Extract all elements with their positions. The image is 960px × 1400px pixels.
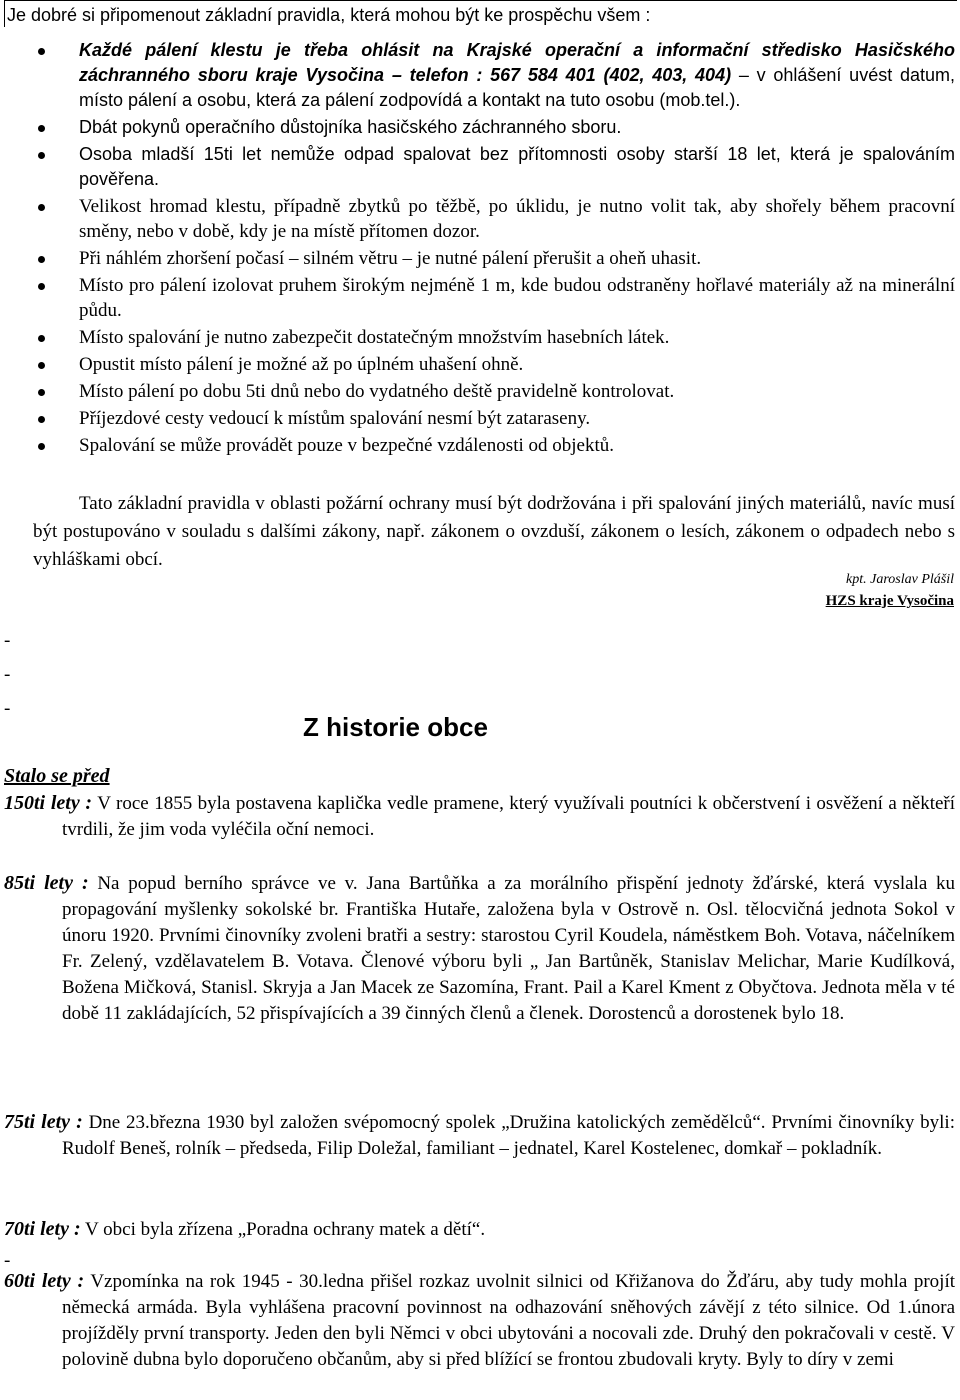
rule-text: Příjezdové cesty vedoucí k místům spalování nesmí být zataraseny.: [79, 408, 591, 429]
history-entry: [4, 1109, 955, 1162]
rule-text: Velikost hromad klestu, případně zbytků po těžbě, po úklidu, je nutno volit tak, aby shořely během pracovní směny, nebo v době, kdy je na místě přítomen dozor.: [79, 196, 955, 242]
bullet-icon: [38, 283, 45, 290]
entry-label: 150ti lety :: [4, 792, 93, 814]
bullet-icon: [38, 204, 45, 211]
signature-org: HZS kraje Vysočina: [825, 593, 954, 609]
entry-text: Dne 23.března 1930 byl založen svépomocný spolek „Družina katolických zemědělců“. Prvními činovníky byli: Rudolf Beneš, rolník – předseda, Filip Doležal, familiant – jednatel, Karel Kostelenec, domkař – pokladník.: [62, 1112, 955, 1159]
bullet-icon: [38, 443, 45, 450]
entry-label: 70ti lety :: [4, 1218, 81, 1240]
bullet-icon: [38, 416, 45, 423]
rules-list: [0, 38, 955, 460]
rules-summary: Tato základní pravidla v oblasti požární ochrany musí být dodržována i při spalování jiných materiálů, navíc musí být postupováno v souladu s dalšími zákony, např. zákonem o ovzduší, zákonem o lesích, zákonem o odpadech nebo s vyhláškami obcí.: [33, 493, 955, 570]
rule-item: [0, 246, 955, 271]
bullet-icon: [38, 335, 45, 342]
rule-text: Spalování se může provádět pouze v bezpečné vzdálenosti od objektů.: [79, 435, 614, 456]
rule-item: [0, 273, 955, 323]
rule-text: Místo spalování je nutno zabezpečit dostatečným množstvím hasebních látek.: [79, 327, 670, 348]
dash-marker: -: [4, 630, 11, 651]
section-heading: Z historie obce: [303, 712, 488, 742]
bullet-icon: [38, 256, 45, 263]
dash-marker: -: [4, 698, 11, 719]
dash-marker: -: [4, 664, 11, 685]
rule-text: Při náhlém zhoršení počasí – silném větru – je nutné pálení přerušit a oheň uhasit.: [79, 248, 702, 269]
history-entry: [4, 790, 955, 843]
rule-bold-text: Každé pálení klestu je třeba ohlásit na Krajské operační a informační středisko Hasičského záchranného sboru kraje Vysočina – telefon : 567 584 401 (402, 403, 404): [79, 40, 955, 85]
rule-text: Místo pro pálení izolovat pruhem širokým nejméně 1 m, kde budou odstraněny hořlavé materiály až na minerální půdu.: [79, 275, 955, 321]
bullet-icon: [38, 48, 45, 55]
signature-name: kpt. Jaroslav Plášil: [846, 572, 954, 587]
dash-marker: -: [4, 1250, 11, 1271]
rule-item: [0, 325, 955, 350]
rule-item: [0, 115, 955, 140]
entry-text: V roce 1855 byla postavena kaplička vedle pramene, který využívali poutníci k občerstvení i osvěžení a někteří tvrdili, že jim voda vyléčila oční nemoci.: [62, 793, 956, 840]
rule-item: [0, 142, 955, 192]
entry-text: Na popud berního správce ve v. Jana Bartůňka a za morálního přispění jednoty žďárské, která vyslala ku propagování myšlenky sokolské br. Františka Hutaře, založena byla v Ostrově n. Osl. tělocvičná jednota Sokol v únoru 1920. Prvními činovníky zvoleni bratři a sestry: starostou Cyril Koudela, náměstkem Boh. Votava, náčelníkem Fr. Zelený, vzdělavatelem B. Votava. Členové výboru byli „ Jan Bartůněk, Stanislav Melichar, Marie Kudílková, Božena Mičková, Stanisl. Skryja a Jan Macek ze Sazomína, Frant. Pail a Karel Kment z Obyčtova. Jednota měla v té době 11 zakládajících, 52 přispívajících a 39 činných členů a členek. Dorostenců a dorostenek bylo 18.: [62, 873, 956, 1024]
bullet-icon: [38, 152, 45, 159]
rule-text: Místo pálení po dobu 5ti dnů nebo do vydatného deště pravidelně kontrolovat.: [79, 381, 675, 402]
rule-item: [0, 38, 955, 113]
bullet-icon: [38, 389, 45, 396]
rule-text: Osoba mladší 15ti let nemůže odpad spalovat bez přítomnosti osoby starší 18 let, která je spalováním pověřena.: [79, 144, 955, 189]
entry-text: Vzpomínka na rok 1945 - 30.ledna přišel rozkaz uvolnit silnici od Křižanova do Žďáru, aby tudy mohla projít německá armáda. Byla vyhlášena pracovní povinnost na odhazování sněhových závějí z této silnice. Od 1.února projížděly první transporty. Jeden den byli Němci v obci ubytováni a nocovali zde. Druhý den pokračovali v cestě. V polovině dubna bylo doporučeno občanům, aby si před blížící se frontou zbudovali kryty. Byly to díry v zemi: [62, 1271, 956, 1370]
rule-item: [0, 406, 955, 431]
entry-text: V obci byla zřízena „Poradna ochrany matek a dětí“.: [80, 1219, 486, 1240]
rule-text: Opustit místo pálení je možné až po úplném uhašení ohně.: [79, 354, 524, 375]
entry-label: 75ti lety :: [4, 1111, 83, 1133]
rule-item: [0, 433, 955, 458]
rule-text: Dbát pokynů operačního důstojníka hasičského záchranného sboru.: [79, 117, 622, 137]
bullet-icon: [38, 125, 45, 132]
entry-label: 85ti lety :: [4, 872, 89, 894]
history-entry: [4, 1268, 955, 1373]
section-subheading: Stalo se před: [4, 765, 110, 787]
entry-label: 60ti lety :: [4, 1270, 85, 1292]
intro-text: Je dobré si připomenout základní pravidla, která mohou být ke prospěchu všem :: [4, 0, 957, 27]
rule-item: [0, 194, 955, 244]
bullet-icon: [38, 362, 45, 369]
rule-item: [0, 352, 955, 377]
rule-item: [0, 379, 955, 404]
rule-text: – v ohlášení uvést datum, místo pálení a osobu, která za pálení zodpovídá a kontakt na tuto osobu (mob.tel.).: [79, 65, 955, 110]
history-entry: [4, 1216, 955, 1243]
history-entry: [4, 870, 955, 1027]
